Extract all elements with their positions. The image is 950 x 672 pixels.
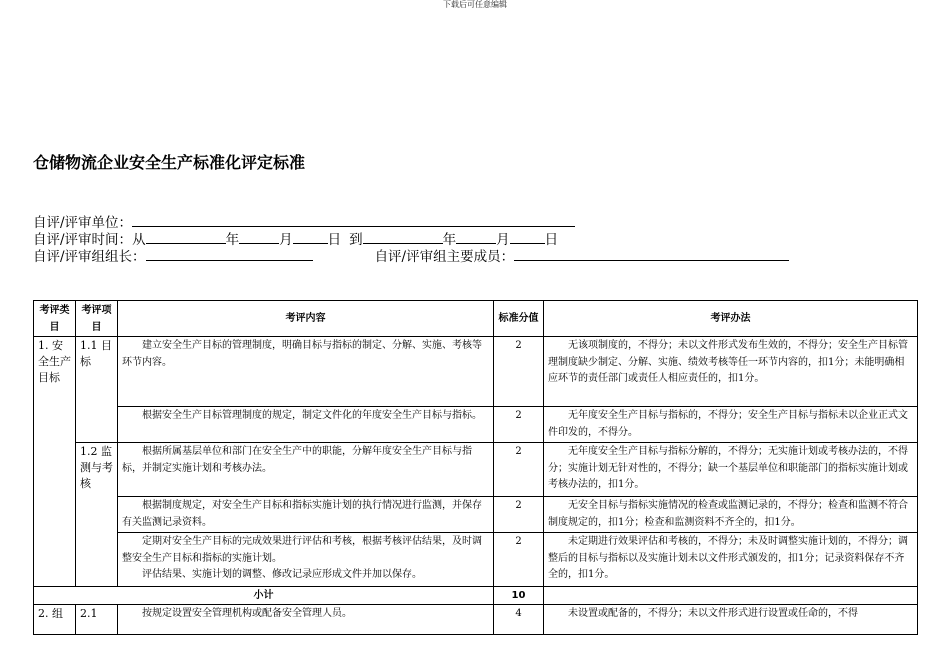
to-year-field[interactable] [363,231,443,244]
content-cell: 根据安全生产目标管理制度的规定，制定文件化的年度安全生产目标与指标。 [118,407,494,443]
method-cell: 无安全目标与指标实施情况的检查或监测记录的，不得分；检查和监测不符合制度规定的，扣1分；检查和监测资料不齐全的，扣1分。 [544,497,918,533]
header-note: 下载后可任意编辑 [443,0,507,9]
to-month-field[interactable] [456,231,496,244]
members-field[interactable] [514,248,789,261]
method-cell: 无年度安全生产目标与指标分解的，不得分；无实施计划或考核办法的，不得分；实施计划无针对性的，不得分；缺一个基层单位和职能部门的指标实施计划或考核办法的，扣1分。 [544,443,918,497]
table-row [34,407,918,443]
table-row [34,497,918,533]
content-cell: 定期对安全生产目标的完成效果进行评估和考核，根据考核评估结果，及时调整安全生产目标和指标的实施计划。 评估结果、实施计划的调整、修改记录应形成文件并加以保存。 [118,533,494,587]
subtotal-empty [544,587,918,605]
table-row [34,533,918,587]
leader-field[interactable] [146,248,313,261]
to-day-field[interactable] [510,231,545,244]
leader-label: 自评/评审组组长： [33,249,146,265]
category-cell: 1. 安全生产目标 [34,337,76,587]
score-cell: 2 [494,407,544,443]
content-cell: 根据所属基层单位和部门在安全生产中的职能，分解年度安全生产目标与指标，并制定实施计划和考核办法。 [118,443,494,497]
table-row [34,443,918,497]
content-cell: 建立安全生产目标的管理制度，明确目标与指标的制定、分解、实施、考核等环节内容。 [118,337,494,407]
from-label: 从 [132,232,146,248]
score-cell: 2 [494,533,544,587]
year-label-2: 年 [442,232,457,248]
document-title: 仓储物流企业安全生产标准化评定标准 [33,153,306,172]
method-cell: 无该项制度的，不得分；未以文件形式发布生效的，不得分；安全生产目标管理制度缺少制定、分解、实施、绩效考核等任一环节内容的，扣1分；未能明确相应环节的责任部门或责任人相应责任的，扣1分。 [544,337,918,407]
method-cell: 未定期进行效果评估和考核的，不得分；未及时调整实施计划的，不得分；调整后的目标与指标以及实施计划未以文件形式颁发的，扣1分；记录资料保存不齐全的，扣1分。 [544,533,918,587]
day-label: 日 [327,232,342,248]
time-row [33,231,558,248]
score-cell: 4 [494,605,544,635]
subtotal-row [34,587,918,605]
method-cell: 无年度安全生产目标与指标的，不得分；安全生产目标与指标未以企业正式文件印发的，不得分。 [544,407,918,443]
method-cell: 未设置或配备的，不得分；未以文件形式进行设置或任命的，不得 [544,605,918,635]
unit-label: 自评/评审单位： [33,215,133,231]
content-cell: 按规定设置安全管理机构或配备安全管理人员。 [118,605,494,635]
item-cell: 1.2 监测与考核 [76,443,118,587]
time-label: 自评/评审时间： [33,232,133,248]
header-method: 考评办法 [544,301,918,337]
category-cell: 2. 组 [34,605,76,635]
from-year-field[interactable] [146,231,226,244]
year-label: 年 [225,232,240,248]
score-cell: 2 [494,497,544,533]
item-cell: 2.1 [76,605,118,635]
evaluation-table [33,300,918,635]
header-content: 考评内容 [118,301,494,337]
from-day-field[interactable] [293,231,328,244]
score-cell: 2 [494,443,544,497]
team-row [33,248,789,265]
month-label: 月 [279,232,293,248]
month-label-2: 月 [496,232,510,248]
subtotal-value: 10 [494,587,544,605]
unit-field[interactable] [132,214,575,227]
from-month-field[interactable] [239,231,279,244]
header-item: 考评项目 [76,301,118,337]
unit-row [33,214,575,231]
score-cell: 2 [494,337,544,407]
content-cell: 根据制度规定，对安全生产目标和指标实施计划的执行情况进行监测，并保存有关监测记录资料。 [118,497,494,533]
day-label-2: 日 [544,232,559,248]
table-header-row [34,301,918,337]
item-cell: 1.1 目标 [76,337,118,443]
members-label: 自评/评审组主要成员： [374,249,515,265]
to-label: 到 [349,232,363,248]
table-row [34,337,918,407]
header-score: 标准分值 [494,301,544,337]
header-category: 考评类目 [34,301,76,337]
table-row [34,605,918,635]
subtotal-label: 小计 [34,587,494,605]
